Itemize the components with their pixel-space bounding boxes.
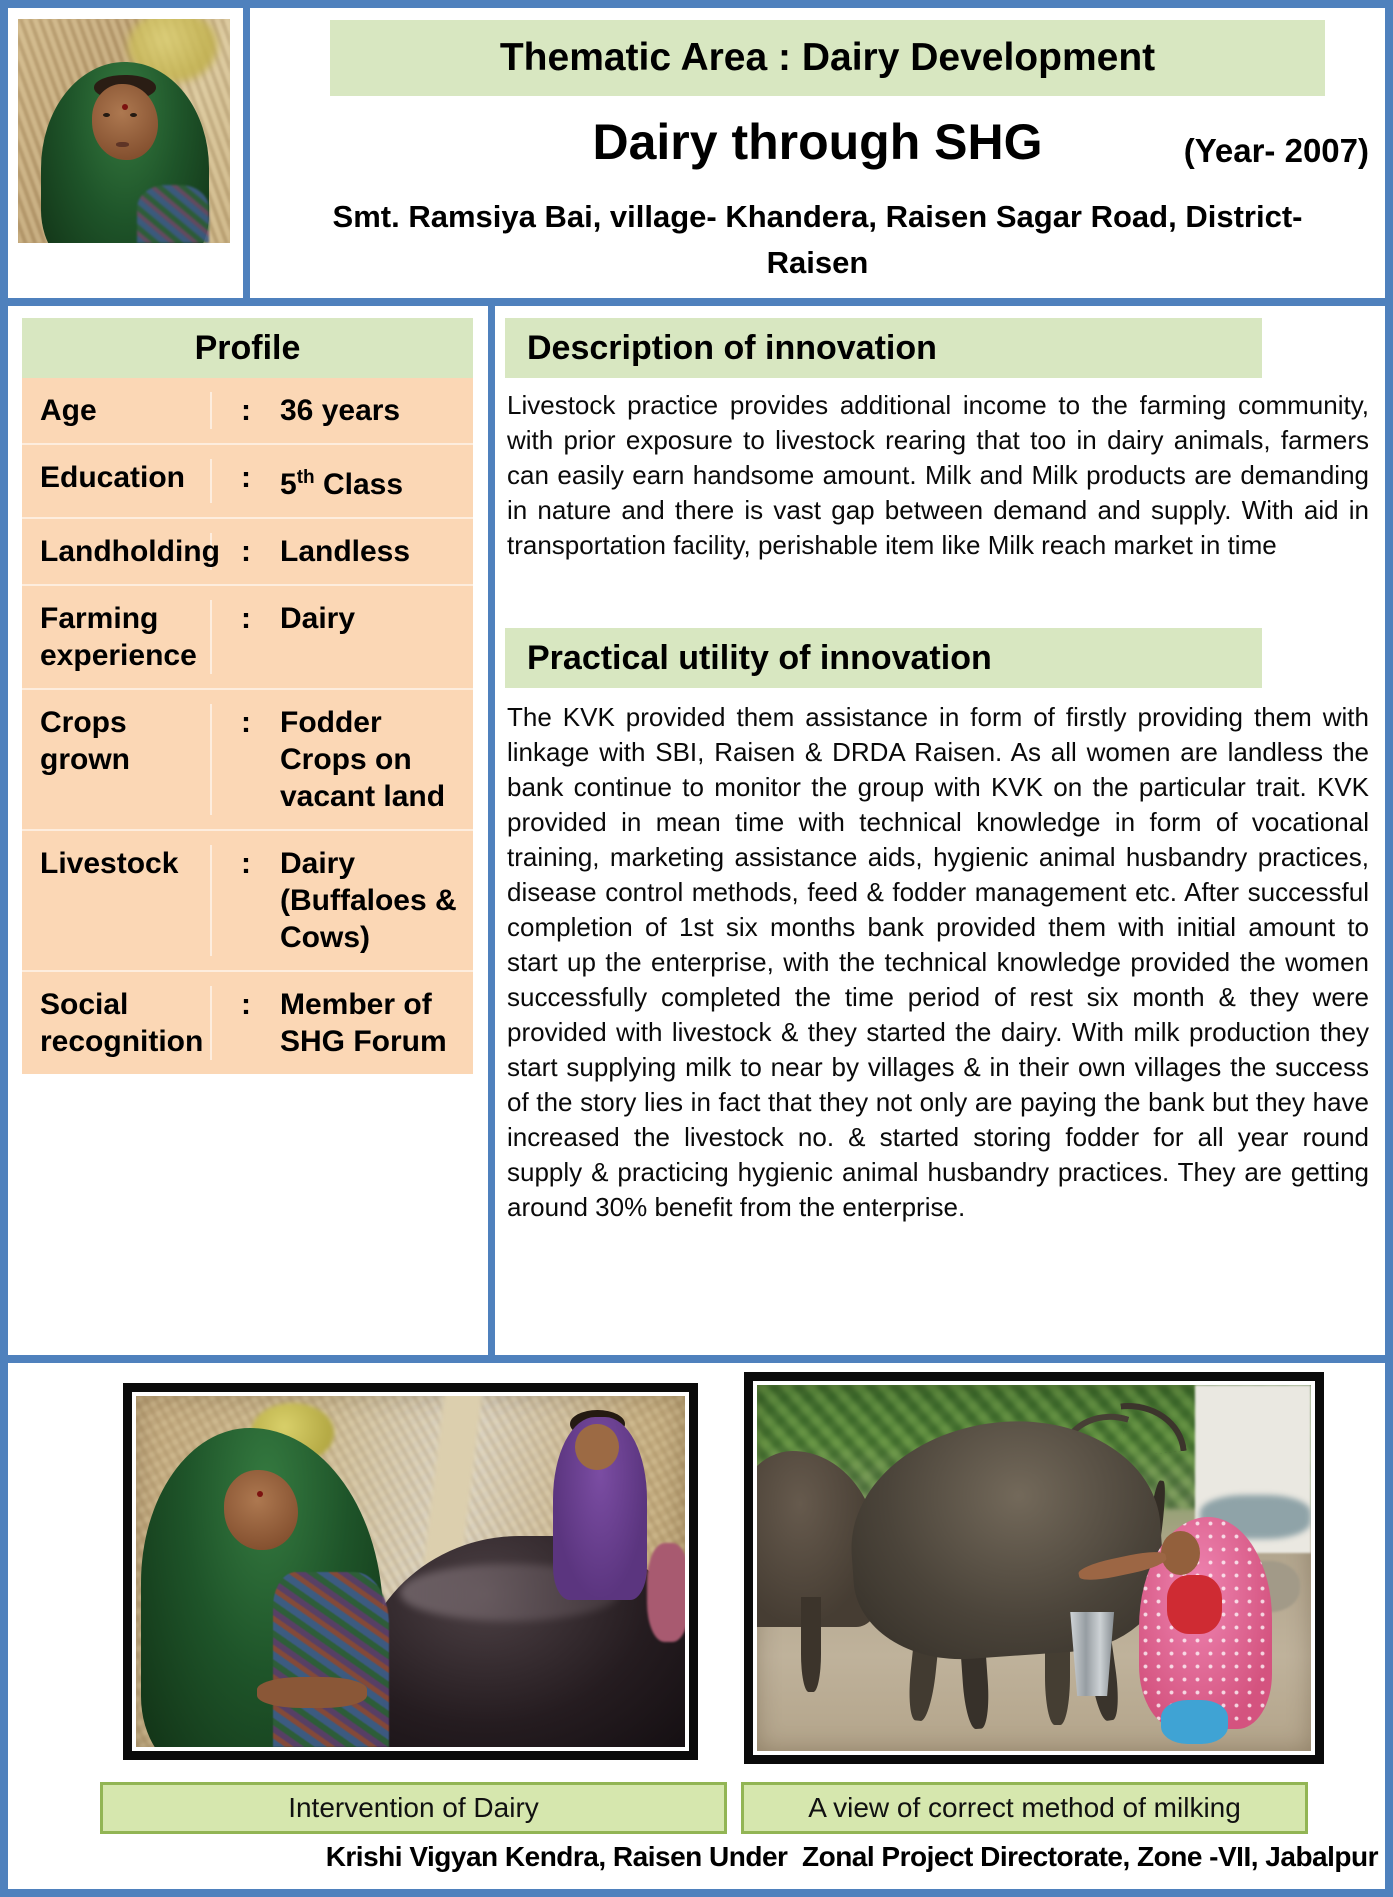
calf-leg-shape bbox=[801, 1597, 820, 1692]
plaid-blouse-shape bbox=[273, 1572, 388, 1748]
profile-table bbox=[22, 378, 473, 1074]
mouth-shape bbox=[116, 142, 129, 147]
row-label: Age bbox=[22, 392, 212, 429]
table-row bbox=[22, 970, 473, 1074]
table-row bbox=[22, 517, 473, 584]
profile-section-header: Profile bbox=[22, 318, 473, 378]
left-photo-caption: Intervention of Dairy bbox=[100, 1782, 727, 1834]
face-shape bbox=[224, 1470, 298, 1551]
face-shape bbox=[92, 84, 158, 160]
blue-sari-shape bbox=[1161, 1700, 1227, 1744]
table-row bbox=[22, 378, 473, 443]
farmer-portrait-photo bbox=[18, 19, 230, 243]
portrait-header-divider bbox=[243, 8, 250, 298]
profile-description-divider bbox=[488, 306, 495, 1355]
row-label: Farming experience bbox=[22, 600, 212, 674]
right-photo-caption: A view of correct method of milking bbox=[741, 1782, 1308, 1834]
page-title: Dairy through SHG bbox=[592, 114, 1043, 170]
page-border-right bbox=[1385, 0, 1393, 1897]
row-separator: : bbox=[241, 988, 251, 1021]
description-section-header: Description of innovation bbox=[505, 318, 1262, 378]
row-separator: : bbox=[241, 535, 251, 568]
milking-method-photo bbox=[757, 1385, 1311, 1751]
row-value: Landless bbox=[280, 535, 411, 568]
year-label: (Year- 2007) bbox=[1183, 132, 1369, 169]
footer-credit-text: Krishi Vigyan Kendra, Raisen Under Zonal Project Directorate, Zone -VII, Jabalpur bbox=[325, 1841, 1378, 1872]
title-row bbox=[250, 106, 1385, 178]
education-word: Class bbox=[314, 468, 404, 501]
table-row bbox=[22, 688, 473, 829]
row-value: Dairy (Buffaloes & Cows) bbox=[280, 847, 457, 954]
row-separator: : bbox=[241, 461, 251, 494]
page-border-top bbox=[0, 0, 1393, 8]
bindi-shape bbox=[257, 1491, 263, 1497]
practical-utility-body-text: The KVK provided them assistance in form of firstly providing them with linkage with SBI, Raisen & DRDA Raisen. As all women are landless the bank continue to monitor the group with KVK on the particular trait. KVK provided in mean time with technical knowledge in form of vocational training, marketing assistance aids, hygienic animal husbandry practices, disease control methods, feed & fodder management etc. After successful completion of 1st six months bank provided them with initial amount to start up the enterprise, with the technical knowledge provided the women successfully completed the time period of rest six month & they were provided with livestock & they started the dairy. With milk production they start supplying milk to near by villages & in their own villages the success of the story lies in fact that they not only are paying the bank but they have increased the livestock no. & started storing fodder for all year round supply & practicing hygienic animal husbandry practices. They are getting around 30% benefit from the enterprise. bbox=[507, 702, 1369, 1222]
row-value: Member of SHG Forum bbox=[280, 988, 447, 1058]
arm-shape bbox=[257, 1677, 367, 1709]
table-row bbox=[22, 584, 473, 688]
row-value: 36 years bbox=[280, 394, 401, 427]
header-band-divider bbox=[8, 298, 1385, 306]
subtitle-line-1: Smt. Ramsiya Bai, village- Khandera, Raisen Sagar Road, District- bbox=[332, 199, 1303, 234]
row-value: Dairy bbox=[280, 602, 356, 635]
row-label: Social recognition bbox=[22, 986, 212, 1060]
thematic-area-text: Thematic Area : Dairy Development bbox=[499, 36, 1156, 79]
description-body-text: Livestock practice provides additional income to the farming community, with prior exposure to livestock rearing that too in dairy animals, farmers can easily earn handsome amount. Milk and Milk products are demanding in nature and there is vast gap between demand and supply. With aid in transportation facility, perishable item like Milk reach market in time bbox=[507, 390, 1369, 560]
milking-method-photo-frame bbox=[744, 1372, 1324, 1764]
row-value: Fodder Crops on vacant land bbox=[280, 706, 446, 813]
plaid-blouse-shape bbox=[137, 185, 209, 243]
eye-shape bbox=[103, 113, 110, 117]
row-label: Crops grown bbox=[22, 704, 212, 815]
row-separator: : bbox=[241, 847, 251, 880]
education-ordinal: th bbox=[296, 467, 315, 488]
child-shape bbox=[647, 1543, 685, 1641]
bindi-shape bbox=[122, 104, 128, 110]
red-blouse-shape bbox=[1167, 1575, 1222, 1634]
dairy-intervention-photo bbox=[136, 1396, 685, 1747]
page-border-left bbox=[0, 0, 8, 1897]
row-label: Landholding bbox=[22, 533, 212, 570]
girl-face-shape bbox=[575, 1424, 619, 1470]
subtitle-line-2: Raisen bbox=[766, 245, 869, 280]
practical-utility-section-header: Practical utility of innovation bbox=[505, 628, 1262, 688]
row-separator: : bbox=[241, 706, 251, 739]
beneficiary-subtitle bbox=[250, 194, 1385, 286]
dairy-intervention-photo-frame bbox=[123, 1383, 698, 1760]
thematic-area-banner bbox=[330, 20, 1325, 96]
table-row bbox=[22, 443, 473, 517]
row-value bbox=[280, 459, 473, 503]
education-number: 5 bbox=[280, 468, 297, 501]
row-separator: : bbox=[241, 602, 251, 635]
table-row bbox=[22, 829, 473, 970]
page-border-bottom bbox=[0, 1889, 1393, 1897]
bottom-band-divider bbox=[8, 1355, 1385, 1363]
row-label: Livestock bbox=[22, 845, 212, 956]
row-separator: : bbox=[241, 394, 251, 427]
row-label: Education bbox=[22, 459, 212, 503]
